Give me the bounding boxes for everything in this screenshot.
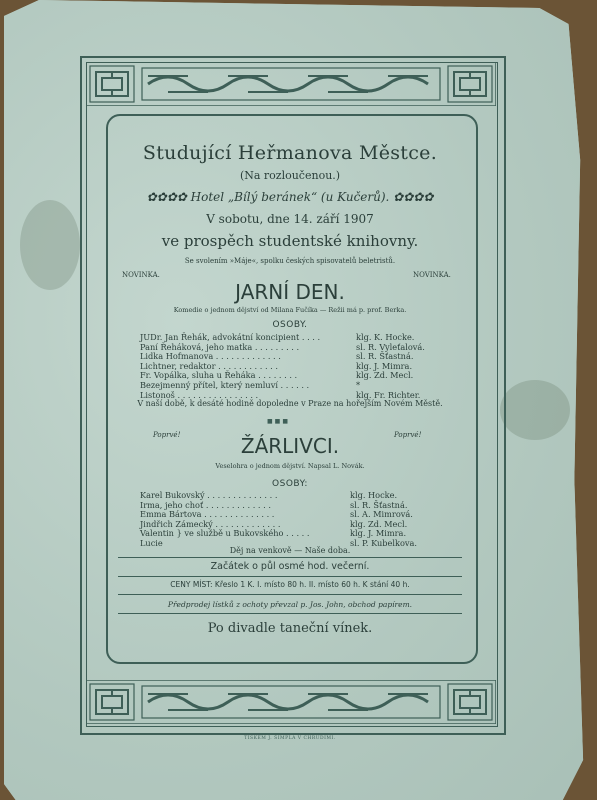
section-divider-ornament: ■■■ — [267, 418, 291, 425]
cast-role: Bezejmenný přítel, který nemluví . . . . . . — [140, 379, 310, 390]
play1-cast-list — [140, 333, 460, 400]
cast-role: Lichtner, redaktor . . . . . . . . . . . . — [140, 360, 278, 371]
cast-actor: sl. A. Mimrová. — [350, 509, 413, 520]
play2-cast-heading: OSOBY: — [272, 479, 308, 489]
flower-ornament-icon: ✿✿✿✿ — [146, 190, 191, 204]
cast-actor: sl. R. Šťastná. — [350, 499, 408, 510]
cast-role: Listonoš . . . . . . . . . . . . . . . . — [140, 389, 259, 400]
play2-description: Veselohra o jednom dějství. Napsal L. Novák. — [215, 462, 365, 470]
play2-setting: Děj na venkově — Naše doba. — [229, 546, 351, 555]
flower-ornament-icon: ✿✿✿✿ — [389, 190, 434, 204]
cast-role: Paní Řeháková, jeho matka . . . . . . . . . — [140, 341, 300, 352]
novelty-label-left: NOVINKA. — [122, 271, 160, 279]
cast-role: Karel Bukovský . . . . . . . . . . . . . . — [140, 490, 278, 500]
benefit-line: ve prospěch studentské knihovny. — [161, 232, 419, 250]
rule-line — [118, 557, 462, 558]
paper-stain — [20, 200, 80, 290]
cast-actor: sl. P. Kubelkova. — [350, 537, 417, 548]
cast-actor: klg. J. Mimra. — [356, 360, 413, 371]
printer-credit: TISKEM J. ŠIMPLA V CHRUDIMI. — [244, 736, 336, 741]
premiere-label-left: Poprvé! — [153, 431, 181, 439]
play1-title: JARNÍ DEN. — [235, 280, 345, 304]
cast-role: Lucie — [140, 537, 163, 548]
event-date: V sobotu, dne 14. září 1907 — [206, 212, 374, 226]
play2-cast-list — [140, 491, 460, 549]
cast-actor: klg. Hocke. — [350, 490, 398, 500]
play1-cast-heading: OSOBY. — [272, 320, 308, 330]
cast-actor: * — [356, 379, 361, 390]
presale-note: Předprodej lístků z ochoty převzal p. Jos. John, obchod papírem. — [167, 600, 413, 609]
paper-stain — [500, 380, 570, 440]
venue-text: Hotel „Bílý beránek“ (u Kučerů). — [190, 190, 390, 204]
cast-role: Fr. Vopálka, sluha u Řeháka . . . . . . . . — [140, 370, 298, 381]
start-time: Začátek o půl osmé hod. večerní. — [210, 561, 370, 572]
play1-description: Komedie o jednom dějství od Milana Fučíka — Režii má p. prof. Berka. — [173, 306, 407, 314]
venue — [110, 190, 470, 204]
cast-role: JUDr. Jan Řehák, advokátní koncipient . . . . — [140, 332, 321, 342]
poster-title: Studující Heřmanova Městce. — [142, 142, 438, 164]
cast-actor: klg. K. Hocke. — [356, 332, 415, 342]
cast-actor: sl. R. Vyleťalová. — [356, 341, 425, 352]
rule-line — [118, 594, 462, 595]
play1-setting: V naší době, k desáté hodině dopoledne v Praze na hořejším Novém Městě. — [137, 399, 443, 408]
permission-line: Se svolením »Máje«, spolku českých spisovatelů beletristů. — [184, 257, 396, 265]
novelty-label-right: NOVINKA. — [413, 271, 451, 279]
cast-actor: sl. R. Šťastná. — [356, 351, 414, 362]
cast-actor: klg. Zd. Mecl. — [356, 370, 414, 381]
cast-role: Lidka Hofmanova . . . . . . . . . . . . . — [140, 351, 281, 362]
bottom-ornament-band — [86, 680, 496, 724]
top-ornament-band — [86, 62, 496, 106]
cast-role: Jindřich Zámecký . . . . . . . . . . . . . — [140, 518, 281, 529]
rule-line — [118, 613, 462, 614]
play2-title: ŽÁRLIVCI. — [240, 434, 340, 458]
cast-role: Irma, jeho choť . . . . . . . . . . . . . — [140, 499, 271, 510]
cast-actor: klg. J. Mimra. — [350, 528, 407, 539]
poster-subtitle: (Na rozloučenou.) — [239, 169, 341, 182]
ticket-prices: CENY MÍST: Křeslo 1 K. I. místo 80 h. II. místo 60 h. K stání 40 h. — [170, 580, 410, 589]
cast-role: Valentin } ve službě u Bukovského . . . . . — [140, 528, 310, 539]
cast-actor: klg. Zd. Mecl. — [350, 518, 408, 529]
cast-role: Emma Bártova . . . . . . . . . . . . . . — [140, 509, 275, 520]
premiere-label-right: Poprvé! — [394, 431, 422, 439]
cast-actor: klg. Fr. Richter. — [356, 389, 421, 400]
rule-line — [118, 576, 462, 577]
dance-announcement: Po divadle taneční vínek. — [207, 621, 373, 636]
